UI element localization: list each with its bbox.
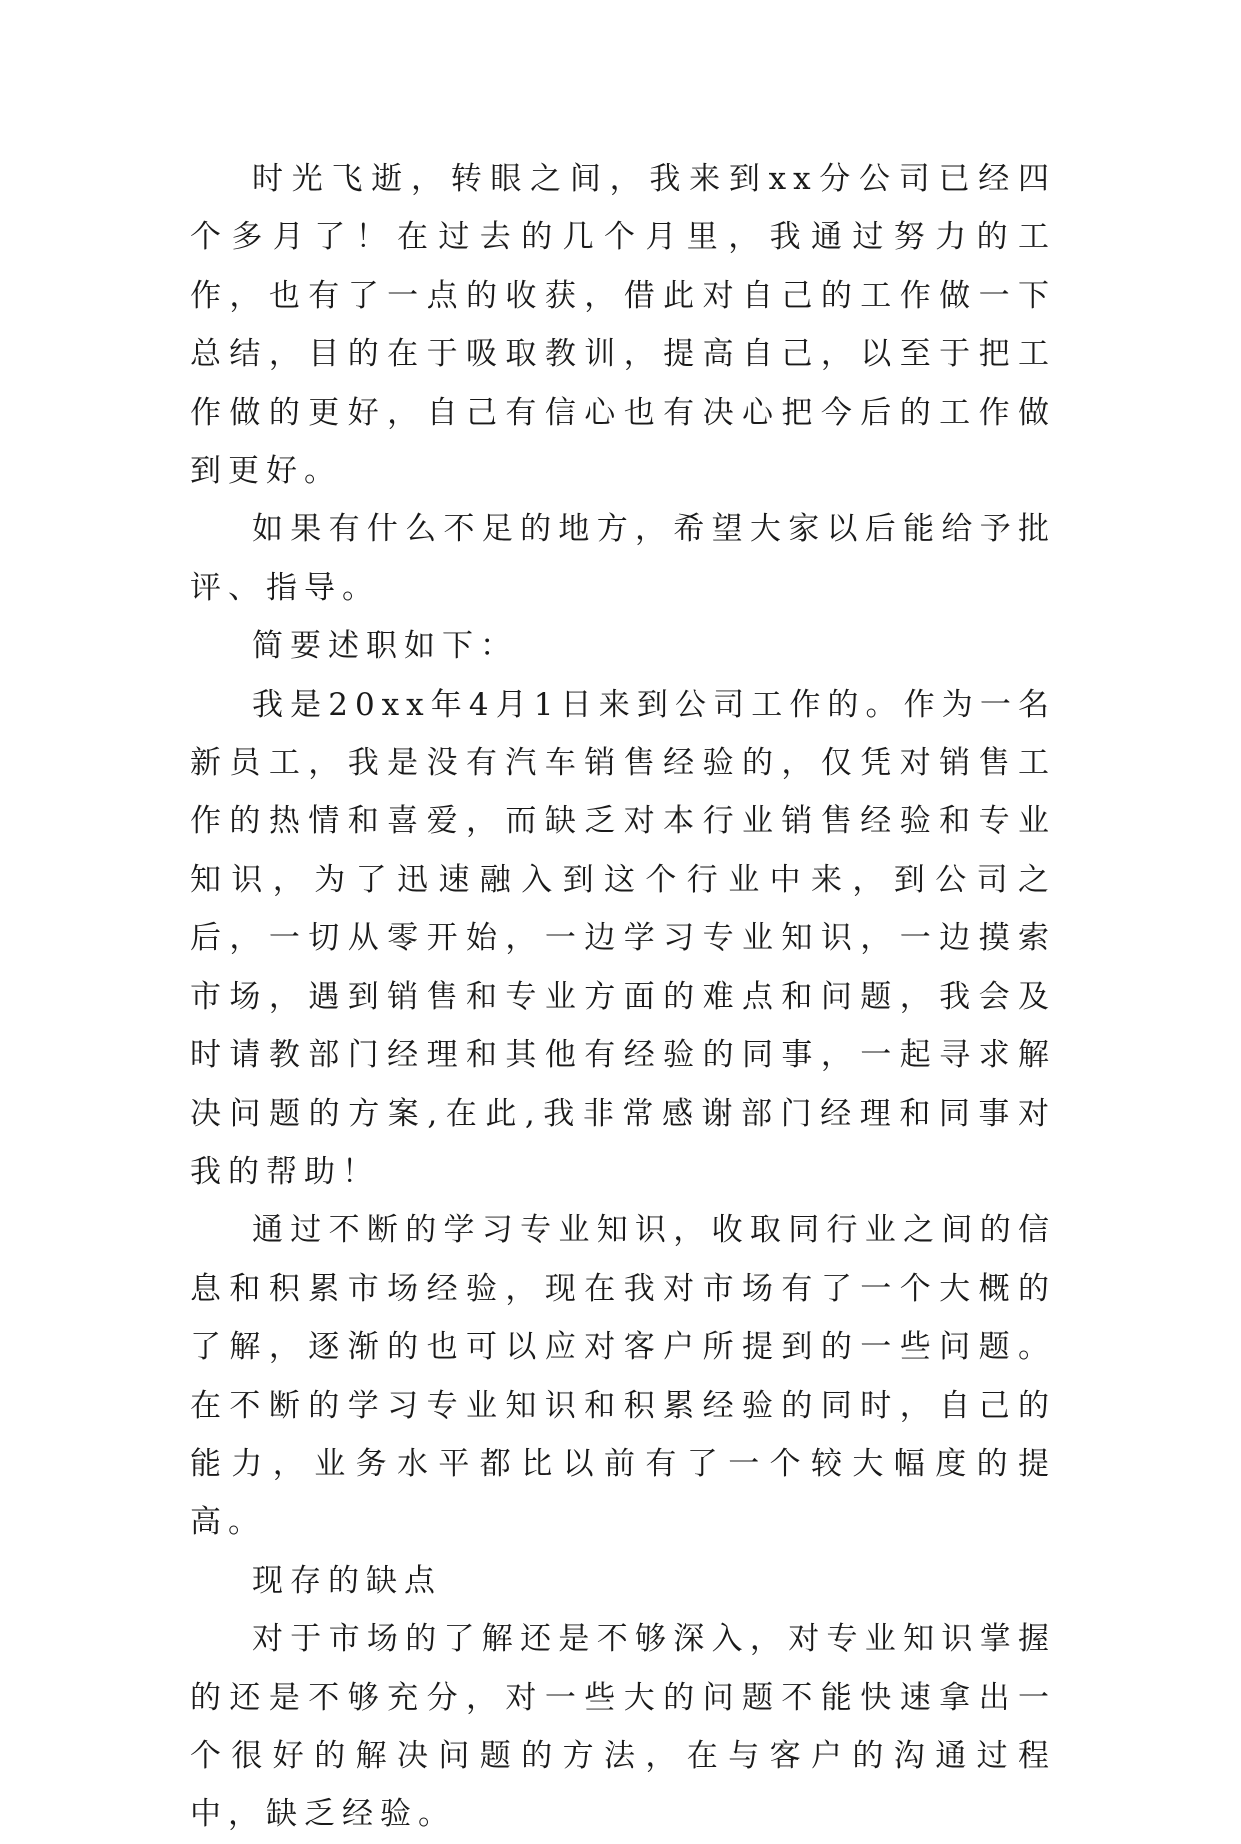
paragraph-summary-heading: 简要述职如下：: [252, 628, 518, 665]
paragraph-intro: 时光飞逝，转眼之间，我来到xx分公司已经四个多月了！在过去的几个月里，我通过努力的工作，也有了一点的收获，借此对自己的工作做一下总结，目的在于吸取教训，提高自己，以至于把工作做的更好，自己有信心也有决心把今后的工作做到更好。: [190, 161, 1056, 490]
paragraph-shortcomings-heading: 现存的缺点: [252, 1562, 442, 1599]
paragraph-work-start: 我是20xx年4月1日来到公司工作的。作为一名新员工，我是没有汽车销售经验的，仅凭对销售工作的热情和喜爱，而缺乏对本行业销售经验和专业知识，为了迅速融入到这个行业中来，到公司之后，一切从零开始，一边学习专业知识，一边摸索市场，遇到销售和专业方面的难点和问题，我会及时请教部门经理和其他有经验的同事，一起寻求解决问题的方案,在此,我非常感谢部门经理和同事对我的帮助！: [190, 686, 1056, 1190]
paragraph-feedback-request: 如果有什么不足的地方，希望大家以后能给予批评、指导。: [190, 511, 1056, 606]
paragraph-shortcomings-detail: 对于市场的了解还是不够深入，对专业知识掌握的还是不够充分，对一些大的问题不能快速拿出一个很好的解决问题的方法，在与客户的沟通过程中，缺乏经验。: [190, 1621, 1056, 1833]
paragraph-learning-progress: 通过不断的学习专业知识，收取同行业之间的信息和积累市场经验，现在我对市场有了一个大概的了解，逐渐的也可以应对客户所提到的一些问题。在不断的学习专业知识和积累经验的同时，自己的能力，业务水平都比以前有了一个较大幅度的提高。: [190, 1212, 1056, 1541]
